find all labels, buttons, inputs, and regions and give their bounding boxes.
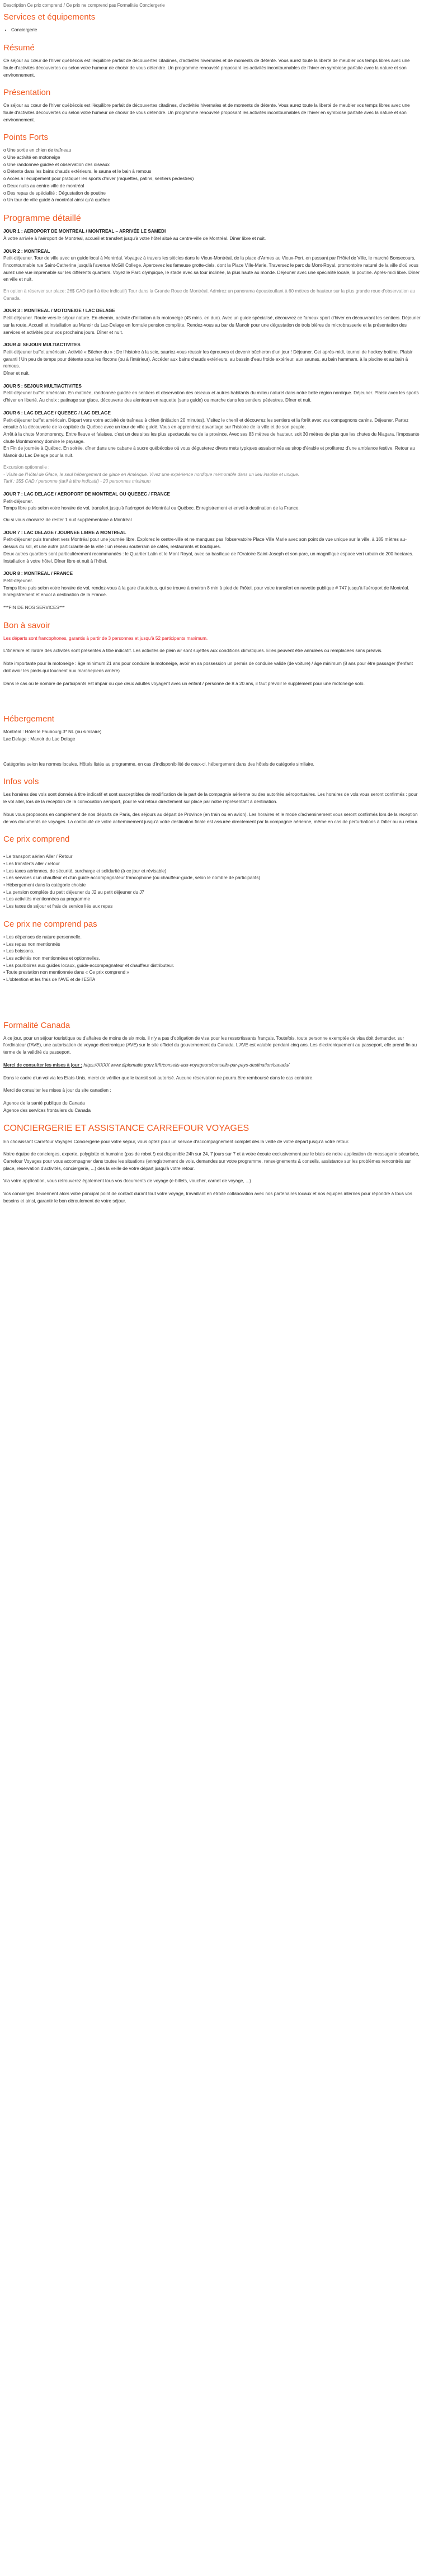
prix-ne-comprend-list — [3, 934, 421, 984]
day-title: JOUR 8 : MONTREAL / FRANCE — [3, 571, 73, 577]
list-item: • Les dépenses de nature personnelle. — [3, 934, 82, 940]
list-item: • Les activités non mentionnées et optionnelles. — [3, 955, 100, 961]
formalite-link[interactable]: https://XXXX.www.diplomatie.gouv.fr/fr/conseils-aux-voyageurs/conseils-par-pays-destination/canada/ — [83, 1062, 290, 1068]
bon-a-savoir-title: Bon à savoir — [3, 620, 50, 630]
day-option: En option à réserver sur place: 26$ CAD (tarif à titre indicatif) Tour dans la Grande Roue de Montréal. Admirez un panorama époustouflant à 60 mètres de hauteur sur la plus grande roue d'observation au Canada. — [3, 289, 415, 301]
day-title: JOUR 4: SEJOUR MULTIACTIVITES — [3, 342, 81, 348]
day-6 — [3, 410, 421, 485]
day-text: Petit-déjeuner. Tour de ville avec un guide local à Montréal. Voyagez à travers les siècles dans le Vieux-Montréal, de la place d'Armes au Vieux-Port, en passant par l'Hôtel de Ville, le marché Bonsecours, l'incontournable rue Saint-Catherine jusqu'à l'avenue McGill College. Apercevez les fameuse grotte-ciels, dont la Place Ville-Marie. Traversez le parc du Mont-Royal, promontoire naturel de la ville d'où vous aurez une vue imprenable sur les différents quartiers. Voyez le Parc olympique, le stade avec sa tour inclinée, la plus haute au monde. Déjeuner avec une spécialité locale, la poutine. Après-midi libre. Dîner en ville et nuit. — [3, 256, 420, 282]
list-item: • Les boissons. — [3, 949, 35, 954]
list-item: • Les activités mentionnées au programme — [3, 897, 90, 902]
excursion-label: Excursion optionnelle : — [3, 464, 50, 470]
list-item: o Deux nuits au centre-ville de montréal — [3, 183, 84, 188]
day-text-2: Deux autres quartiers sont particulièrement recommandés : le Quartier Latin et le Mont Royal, avec sa basilique de l'Oratoire Saint-Joseph et son parc, un magnifique espace vert urbain de 200 hectares. Installation à votre hôtel. Dîner libre et nuit à l'hôtel. — [3, 551, 413, 564]
list-item: • Les taxes de séjour et frais de service liés aux repas — [3, 904, 113, 909]
list-item: • Les pourboires aux guides locaux, guide-accompagnateur et chauffeur distributeur. — [3, 963, 175, 968]
infos-vols-p2: Nous vous proposons en complément de nos départs de Paris, des séjours au départ de Province (en train ou en avion). Les horaires et le mode d'acheminement vous seront confirmés lors de la réception de vos documents de voyages. La continuité de votre acheminement jusqu'à votre destination finale est assurée directement par la compagnie aérienne, même en cas de perturbations à l'aller ou au retour. — [3, 812, 418, 824]
list-item: • L'obtention et les frais de l'AVE et de l'ESTA — [3, 977, 96, 983]
list-item: o Une activité en motoneige — [3, 155, 60, 161]
conciergerie-p4: Vos concierges deviennent alors votre principal point de contact durant tout votre voyage, travaillant en étroite collaboration avec nos partenaires locaux et nos équipes internes pour répondre à tous vos besoins et ainsi, garantir le bon déroulement de votre séjour. — [3, 1191, 412, 1204]
list-item: • Toute prestation non mentionnée dans « Ce prix comprend » — [3, 970, 129, 975]
day-text: À votre arrivée à l'aéroport de Montréal, accueil et transfert jusqu'à votre hôtel situé au centre-ville de Montréal. Dîner libre et nuit. — [3, 235, 266, 241]
presentation-title: Présentation — [3, 88, 51, 98]
day-text: Petit-déjeuner buffet américain. En matinée, randonnée guidée en sentiers et observation des oiseaux et autres habitants du milieu naturel dans notre belle région nordique. Déjeuner. Plaisir avec les sports d'hiver en liberté. Au choix : patinage sur glace, découverte des alentours en raquette (sans guide) ou marche dans les sentiers pédestres. Dîner et nuit. — [3, 390, 419, 403]
formalite-link-block — [3, 1062, 421, 1069]
prix-ne-comprend-title: Ce prix ne comprend pas — [3, 919, 97, 929]
conciergerie-p2: Notre équipe de concierges, experte, polyglotte et humaine (pas de robot !) est disponible 24h sur 24, 7 jours sur 7 et à votre écoute exclusivement par le biais de notre application de messagerie sécurisée, Carrefour Voyages pour vous accompagner dans toutes les situations (enregistrement de vols, demandes sur votre programme, renseignements & conseils, assistance sur les problèmes rencontrés sur place, réservation d'activités, conciergerie, ...) dès la veille de votre départ jusqu'à votre retour. — [3, 1152, 420, 1171]
day-title: JOUR 7 : LAC DELAGE / JOURNEE LIBRE A MONTREAL — [3, 530, 126, 535]
formalite-link-2[interactable]: Agence des services frontaliers du Canada — [3, 1107, 91, 1113]
resume-title: Résumé — [3, 43, 35, 53]
formalite-link-1[interactable]: Agence de la santé publique du Canada — [3, 1100, 85, 1106]
excursion-tarif: Tarif : 35$ CAD / personne (tarif à titre indicatif) - 20 personnes minimum — [3, 479, 151, 484]
conciergerie-p1: En choisissant Carrefour Voyages Conciergerie pour votre séjour, vous optez pour un service d'accompagnement complet dès la veille de votre départ jusqu'à votre retour. — [3, 1139, 350, 1144]
bon-a-savoir-alert: Les départs sont francophones, garantis à partir de 3 personnes et jusqu'à 52 participants maximum. — [3, 635, 208, 641]
list-item: • Les taxes aériennes, de sécurité, surcharge et solidarité (à ce jour et révisable) — [3, 868, 167, 874]
day-title: JOUR 5 : SEJOUR MULTIACTIVITES — [3, 383, 82, 389]
points-forts-title: Points Forts — [3, 133, 49, 143]
day-text: Petit-déjeuner buffet américain. Activité « Bûcher du » : De l'histoire à la scie, sauriez-vous réussir les épreuves et devenir bûcheron d'un jour ! Déjeuner. Cet après-midi, tournoi de hockey bottine. Plaisir garanti ! Un peu de temps pour détente sous les flocons (ou à l'intérieur). Accéder aux bains chauds extérieurs, au bassin d'eau froide extérieur, aux saunas, au bain hammam, à la piscine et au bain à remous. — [3, 349, 413, 369]
infos-vols-title: Infos vols — [3, 777, 39, 787]
day-text-2: Temps libre puis selon votre horaire de vol, rendez-vous à la gare d'autobus, qui se trouve à environ 8 min à pied de l'hôtel, pour votre transfert en navette publique # 747 jusqu'à l'aéroport de Montréal. Enregistrement et envol à destination de la France. — [3, 585, 409, 598]
day-text: Petit-déjeuner puis transfert vers Montréal pour une journée libre. Explorez le centre-ville et ne manquez pas l'observatoire Place Ville Marie avec son point de vue unique sur la ville, à 185 mètres au-dessus du sol, et une autre particularité de la ville : un réseau souterrain de cafés, restaurants et boutiques. — [3, 537, 407, 550]
list-item: o Un tour de ville guidé à montréal ainsi qu'à québec — [3, 197, 110, 203]
excursion-text: - Visite de l'Hôtel de Glace, le seul hébergement de glace en Amérique. Vivez une expérience nordique mémorable dans un lieu insolite et unique. — [3, 471, 299, 477]
day-title: JOUR 2 : MONTREAL — [3, 248, 50, 254]
day-8 — [3, 570, 421, 599]
list-item: o Une sortie en chien de traîneau — [3, 148, 72, 153]
breadcrumb[interactable]: Description Ce prix comprend / Ce prix ne comprend pas Formalités Conciergerie — [3, 3, 165, 8]
prix-comprend-title: Ce prix comprend — [3, 834, 70, 844]
prix-comprend-list — [3, 853, 421, 910]
day-2 — [3, 248, 421, 303]
list-item: o Détente dans les bains chauds extérieurs, le sauna et le bain à remous — [3, 169, 152, 174]
page — [0, 0, 424, 1221]
day-7 — [3, 491, 421, 524]
hebergement-line-1: Montréal : Hôtel le Faubourg 3* NL (ou similaire) — [3, 729, 102, 735]
conciergerie-p3: Via votre application, vous retrouverez également tous vos documents de voyage (e-billets, voucher, carnet de voyage, ...) — [3, 1178, 251, 1184]
list-item: • La pension complète du petit déjeuner du J2 au petit déjeuner du J7 — [3, 889, 144, 895]
list-item: • Conciergerie — [11, 27, 421, 34]
list-item: o Une randonnée guidée et observation des oiseaux — [3, 162, 110, 167]
list-item: • Les repas non mentionnés — [3, 941, 60, 947]
list-item: o Des repas de spécialité : Dégustation de poutine — [3, 190, 106, 196]
formalite-link-label: Merci de consulter les mises à jour : — [3, 1062, 83, 1068]
list-item: • Les services d'un chauffeur et d'un guide-accompagnateur francophone (ou chauffeur-guide, selon le nombre de participants) — [3, 875, 261, 881]
programme-end: ***FIN DE NOS SERVICES*** — [3, 605, 65, 611]
day-3 — [3, 308, 421, 336]
list-item: o Accès à l'équipement pour pratiquer les sports d'hiver (raquettes, patins, sentiers pédestres) — [3, 176, 194, 182]
day-or: Ou si vous choisirez de rester 1 nuit supplémentaire à Montréal — [3, 517, 132, 523]
formalite-p1: A ce jour, pour un séjour touristique ou d'affaires de moins de six mois, il n'y a pas d'obligation de visa pour les ressortissants français. Toutefois, toute personne exemptée de visa doit demander, sur l'ordinateur (l'AVE), une autorisation de voyage électronique (AVE) sur le site officiel du gouvernement du Canada. L'AVE est valable pendant cinq ans. Les électroniquement au passeport, elle prend fin au terme de la validité du passeport. — [3, 1035, 417, 1055]
list-item: • Hébergement dans la catégorie choisie — [3, 883, 86, 888]
services-title: Services et équipements — [3, 12, 96, 22]
hebergement-title: Hébergement — [3, 714, 54, 724]
bon-a-savoir-p3: Dans le cas où le nombre de participants est impair ou que deux adultes voyagent avec un enfant / personne de 8 à 20 ans, il faut prévoir le supplément pour une motoneige solo. — [3, 681, 365, 686]
day-text: Petit-déjeuner. — [3, 578, 33, 583]
day-5 — [3, 383, 421, 404]
day-4 — [3, 342, 421, 378]
points-forts-list — [3, 147, 421, 204]
day-text: Petit-déjeuner. — [3, 498, 33, 504]
day-text-2: Arrêt à la chute Montmorency. Entre fleuve et falaises, c'est un des sites les plus spectaculaires de la province. Avec ses 83 mètres de hauteur, soit 30 mètres de plus que les chutes du Niagara, l'imposante chute Montmorency domine le paysage. — [3, 432, 420, 444]
day-7b — [3, 530, 421, 565]
bon-a-savoir-p1: L'itinéraire et l'ordre des activités sont présentés à titre indicatif. Les activités de plein air sont sujettes aux conditions climatiques. Elles peuvent être annulées ou remplacées sans préavis. — [3, 648, 383, 654]
day-end: Dîner et nuit. — [3, 371, 30, 376]
list-item: • Le transport aérien Aller / Retour — [3, 854, 73, 860]
infos-vols-p1: Les horaires des vols sont donnés à titre indicatif et sont susceptibles de modification de la part de la compagnie aérienne ou des autorités aéroportuaires. Les horaires de vols vous seront confirmés : pour le vol aller, lors de la réception de la convocation aéroport, pour le vol retour directement sur place par notre représentant à destination. — [3, 792, 418, 805]
programme-title: Programme détaillé — [3, 213, 81, 223]
formalite-p3: Merci de consulter les mises à jour du site canadien : — [3, 1088, 111, 1093]
day-text: Petit-déjeuner buffet américain. Départ vers votre activité de traîneau à chien (initiation 20 minutes). Visitez le chenil et découvrez les sentiers et la forêt avec vos compagnons canins. Déjeuner. Partez ensuite à la découverte de la capitale du Québec avec un tour de ville guidé. Vous en apprendrez davantage sur l'histoire de la ville et de son peuple. — [3, 417, 409, 430]
hebergement-line-2: Lac Delage : Manoir du Lac Delage — [3, 736, 76, 742]
day-title: JOUR 7 : LAC DELAGE / AEROPORT DE MONTREAL OU QUEBEC / FRANCE — [3, 491, 170, 497]
list-item: • Les transferts aller / retour — [3, 861, 60, 866]
day-1 — [3, 228, 421, 242]
day-title: JOUR 6 : LAC DELAGE / QUEBEC / LAC DELAGE — [3, 410, 111, 416]
services-list — [3, 27, 421, 34]
day-title: JOUR 1 : AEROPORT DE MONTREAL / MONTREAL – ARRIVÉE LE SAMEDI — [3, 229, 166, 234]
day-title: JOUR 3 : MONTREAL / MOTONEIGE / LAC DELAGE — [3, 308, 115, 314]
day-text: Petit-déjeuner. Route vers le séjour nature. En chemin, activité d'initiation à la motoneige (45 mins. en duo). Avec un guide spécialisé, découvrez ce fameux sport d'hiver en découvrant les sentiers. Déjeuner sur la route. Accueil et installation au Manoir du Lac-Delage en formule pension complète. Rendez-vous au bar du Manoir pour une dégustation de trois bières de microbrasserie et la présentation des services et activités pour vos prochains jours. Dîner et nuit. — [3, 315, 421, 335]
formalite-title: Formalité Canada — [3, 1020, 70, 1030]
bon-a-savoir-p2: Note importante pour la motoneige : âge minimum 21 ans pour conduire la motoneige, avoir en sa possession un permis de conduire valide (de voiture) / âge minimum (8 ans pour être passager (l'enfant doit avoir les pieds qui touchent aux marchepieds arrière) — [3, 661, 413, 673]
formalite-p2: Dans le cadre d'un vol via les Etats-Unis, merci de vérifier que le transit soit autorisé. Aucune réservation ne pourra être remboursé dans le cas contraire. — [3, 1075, 314, 1081]
presentation-text: Ce séjour au cœur de l'hiver québécois est l'équilibre parfait de découvertes citadines, d'activités hivernales et de moments de détente. Vous aurez toute la liberté de meubler vos temps libres avec une foule d'activités découvertes ou selon votre humeur de choisir de vous détendre. Un programme renouvelé proposant les activités incontournables de l'hiver en symbiose parfaite avec la nature et son environnement. — [3, 103, 410, 122]
resume-text: Ce séjour au cœur de l'hiver québécois est l'équilibre parfait de découvertes citadines, d'activités hivernales et de moments de détente. Vous aurez toute la liberté de meubler vos temps libres avec une foule d'activités découvertes ou selon votre humeur de choisir de vous détendre. Un programme renouvelé proposant les activités incontournables de l'hiver en symbiose parfaite avec la nature et son environnement. — [3, 58, 410, 78]
day-text-3: En Fin de journée à Québec. En soirée, dîner dans une cabane à sucre québécoise où vous dégusterez divers mets typiques assaisonnés au sirop d'érable et profiterez d'une ambiance festive. Retour au Manoir du Lac Delage pour la nuit. — [3, 446, 415, 459]
conciergerie-title: CONCIERGERIE ET ASSISTANCE CARREFOUR VOYAGES — [3, 1124, 249, 1134]
hebergement-note: Catégories selon les normes locales. Hôtels listés au programme, en cas d'indisponibilité de ceux-ci, hébergement dans des hôtels de catégorie similaire. — [3, 761, 314, 767]
day-text-2: Temps libre puis selon votre horaire de vol, transfert jusqu'à l'aéroport de Montréal ou Québec. Enregistrement et envol à destination de la France. — [3, 506, 300, 511]
